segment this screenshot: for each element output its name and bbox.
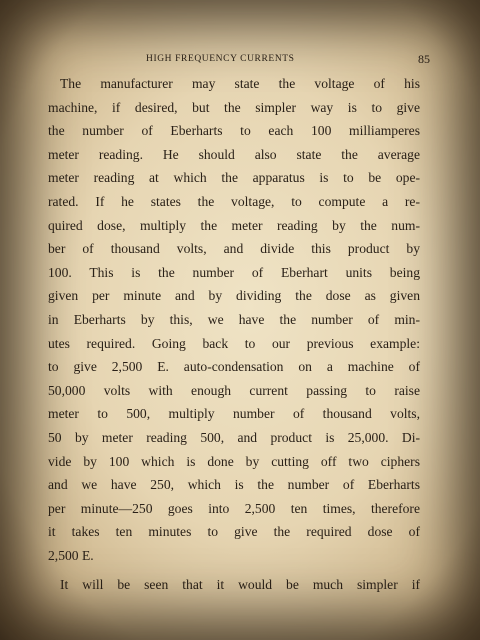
text-line: it takes ten minutes to give the required dose of: [48, 524, 420, 540]
text-line: The manufacturer may state the voltage of his: [60, 76, 420, 91]
text-line: machine, if desired, but the simpler way is to give: [48, 99, 420, 115]
text-line: meter reading at which the apparatus is to be ope-: [48, 170, 420, 186]
text-line: rated. If he states the voltage, to compute a re-: [48, 193, 420, 209]
text-line: given per minute and by dividing the dose as given: [48, 288, 420, 304]
text-line: 50 by meter reading 500, and product is 25,000. Di-: [48, 429, 420, 445]
text-line: in Eberharts by this, we have the number of min-: [48, 311, 420, 327]
text-line: vide by 100 which is done by cutting off two ciphers: [48, 453, 420, 469]
text-line: per minute—250 goes into 2,500 ten times, therefore: [48, 500, 420, 516]
text-line: and we have 250, which is the number of Eberharts: [48, 477, 420, 493]
text-line: 2,500 E.: [48, 547, 94, 563]
page-header: [48, 46, 430, 72]
paragraph-1: [48, 72, 420, 567]
text-line: utes required. Going back to our previous example:: [48, 335, 420, 351]
book-page: [48, 46, 430, 597]
text-line: 100. This is the number of Eberhart units being: [48, 264, 420, 280]
text-line: meter reading. He should also state the average: [48, 146, 420, 162]
paragraph-2: [48, 573, 420, 597]
text-line: meter to 500, multiply number of thousand volts,: [48, 406, 420, 422]
page-number: 85: [418, 52, 430, 66]
text-line: to give 2,500 E. auto-condensation on a machine of: [48, 359, 420, 375]
text-line: 50,000 volts with enough current passing to raise: [48, 382, 420, 398]
text-line: quired dose, multiply the meter reading by the num-: [48, 217, 420, 233]
text-line: ber of thousand volts, and divide this product by: [48, 241, 420, 257]
running-head: HIGH FREQUENCY CURRENTS: [146, 54, 295, 64]
text-line: the number of Eberharts to each 100 milliamperes: [48, 123, 420, 139]
text-line: It will be seen that it would be much simpler if: [60, 577, 420, 593]
